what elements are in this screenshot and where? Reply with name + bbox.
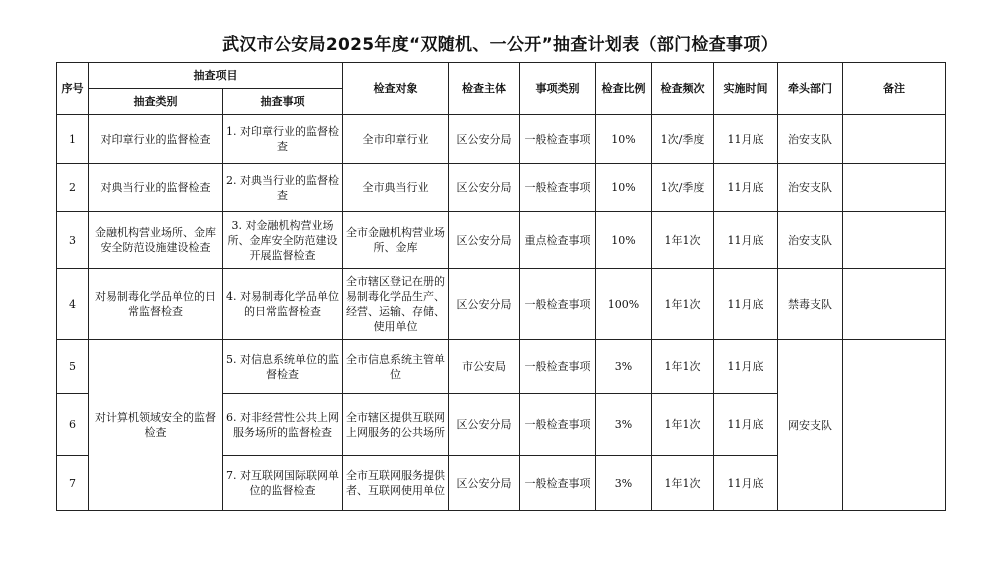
col-header-project: 抽查项目 [89,63,343,89]
cell-time: 11月底 [714,269,778,340]
col-header-seq: 序号 [57,63,89,115]
cell-category: 金融机构营业场所、金库安全防范设施建设检查 [89,212,223,269]
cell-seq: 7 [57,456,89,511]
cell-ratio: 10% [596,164,652,212]
cell-time: 11月底 [714,212,778,269]
cell-seq: 3 [57,212,89,269]
cell-category: 对典当行业的监督检查 [89,164,223,212]
cell-ratio: 3% [596,340,652,394]
cell-type: 一般检查事项 [520,394,596,456]
col-header-type: 事项类别 [520,63,596,115]
cell-ratio: 10% [596,212,652,269]
table-row [57,212,946,269]
cell-type: 一般检查事项 [520,115,596,164]
cell-frequency: 1年1次 [652,212,714,269]
cell-type: 一般检查事项 [520,269,596,340]
cell-time: 11月底 [714,115,778,164]
col-header-category: 抽查类别 [89,89,223,115]
cell-subject: 区公安分局 [449,212,520,269]
cell-frequency: 1次/季度 [652,164,714,212]
cell-seq: 6 [57,394,89,456]
col-header-target: 检查对象 [343,63,449,115]
cell-seq: 1 [57,115,89,164]
cell-type: 重点检查事项 [520,212,596,269]
cell-target: 全市辖区提供互联网上网服务的公共场所 [343,394,449,456]
cell-item: 7. 对互联网国际联网单位的监督检查 [223,456,343,511]
cell-seq: 4 [57,269,89,340]
cell-time: 11月底 [714,394,778,456]
cell-remark [843,164,946,212]
cell-remark-merged [843,340,946,511]
inspection-plan-table [56,62,946,511]
cell-dept: 禁毒支队 [778,269,843,340]
cell-ratio: 10% [596,115,652,164]
cell-item: 4. 对易制毒化学品单位的日常监督检查 [223,269,343,340]
cell-frequency: 1年1次 [652,456,714,511]
cell-type: 一般检查事项 [520,456,596,511]
cell-subject: 区公安分局 [449,394,520,456]
cell-dept-merged: 网安支队 [778,340,843,511]
cell-category: 对印章行业的监督检查 [89,115,223,164]
col-header-time: 实施时间 [714,63,778,115]
cell-frequency: 1年1次 [652,340,714,394]
cell-remark [843,115,946,164]
table-row [57,269,946,340]
col-header-item: 抽查事项 [223,89,343,115]
cell-item: 3. 对金融机构营业场所、金库安全防范建设开展监督检查 [223,212,343,269]
cell-target: 全市辖区登记在册的易制毒化学品生产、经营、运输、存储、使用单位 [343,269,449,340]
cell-remark [843,269,946,340]
cell-ratio: 100% [596,269,652,340]
cell-category-merged: 对计算机领域安全的监督检查 [89,340,223,511]
cell-time: 11月底 [714,164,778,212]
col-header-dept: 牵头部门 [778,63,843,115]
cell-frequency: 1年1次 [652,269,714,340]
cell-target: 全市印章行业 [343,115,449,164]
cell-target: 全市典当行业 [343,164,449,212]
cell-time: 11月底 [714,456,778,511]
cell-target: 全市金融机构营业场所、金库 [343,212,449,269]
cell-seq: 2 [57,164,89,212]
table-row [57,115,946,164]
document-title: 武汉市公安局2025年度“双随机、一公开”抽查计划表（部门检查事项） [222,35,778,55]
cell-item: 2. 对典当行业的监督检查 [223,164,343,212]
cell-item: 5. 对信息系统单位的监督检查 [223,340,343,394]
header-row-1 [57,63,946,89]
cell-subject: 区公安分局 [449,456,520,511]
cell-ratio: 3% [596,456,652,511]
cell-dept: 治安支队 [778,164,843,212]
cell-item: 1. 对印章行业的监督检查 [223,115,343,164]
cell-subject: 区公安分局 [449,164,520,212]
cell-item: 6. 对非经营性公共上网服务场所的监督检查 [223,394,343,456]
col-header-remark: 备注 [843,63,946,115]
cell-target: 全市信息系统主管单位 [343,340,449,394]
cell-subject: 区公安分局 [449,115,520,164]
cell-category: 对易制毒化学品单位的日常监督检查 [89,269,223,340]
table-row [57,164,946,212]
cell-frequency: 1次/季度 [652,115,714,164]
cell-type: 一般检查事项 [520,164,596,212]
cell-frequency: 1年1次 [652,394,714,456]
cell-ratio: 3% [596,394,652,456]
cell-subject: 区公安分局 [449,269,520,340]
cell-time: 11月底 [714,340,778,394]
cell-subject: 市公安局 [449,340,520,394]
cell-target: 全市互联网服务提供者、互联网使用单位 [343,456,449,511]
col-header-subject: 检查主体 [449,63,520,115]
cell-dept: 治安支队 [778,115,843,164]
cell-seq: 5 [57,340,89,394]
cell-dept: 治安支队 [778,212,843,269]
col-header-frequency: 检查频次 [652,63,714,115]
table-row [57,340,946,394]
cell-type: 一般检查事项 [520,340,596,394]
col-header-ratio: 检查比例 [596,63,652,115]
cell-remark [843,212,946,269]
